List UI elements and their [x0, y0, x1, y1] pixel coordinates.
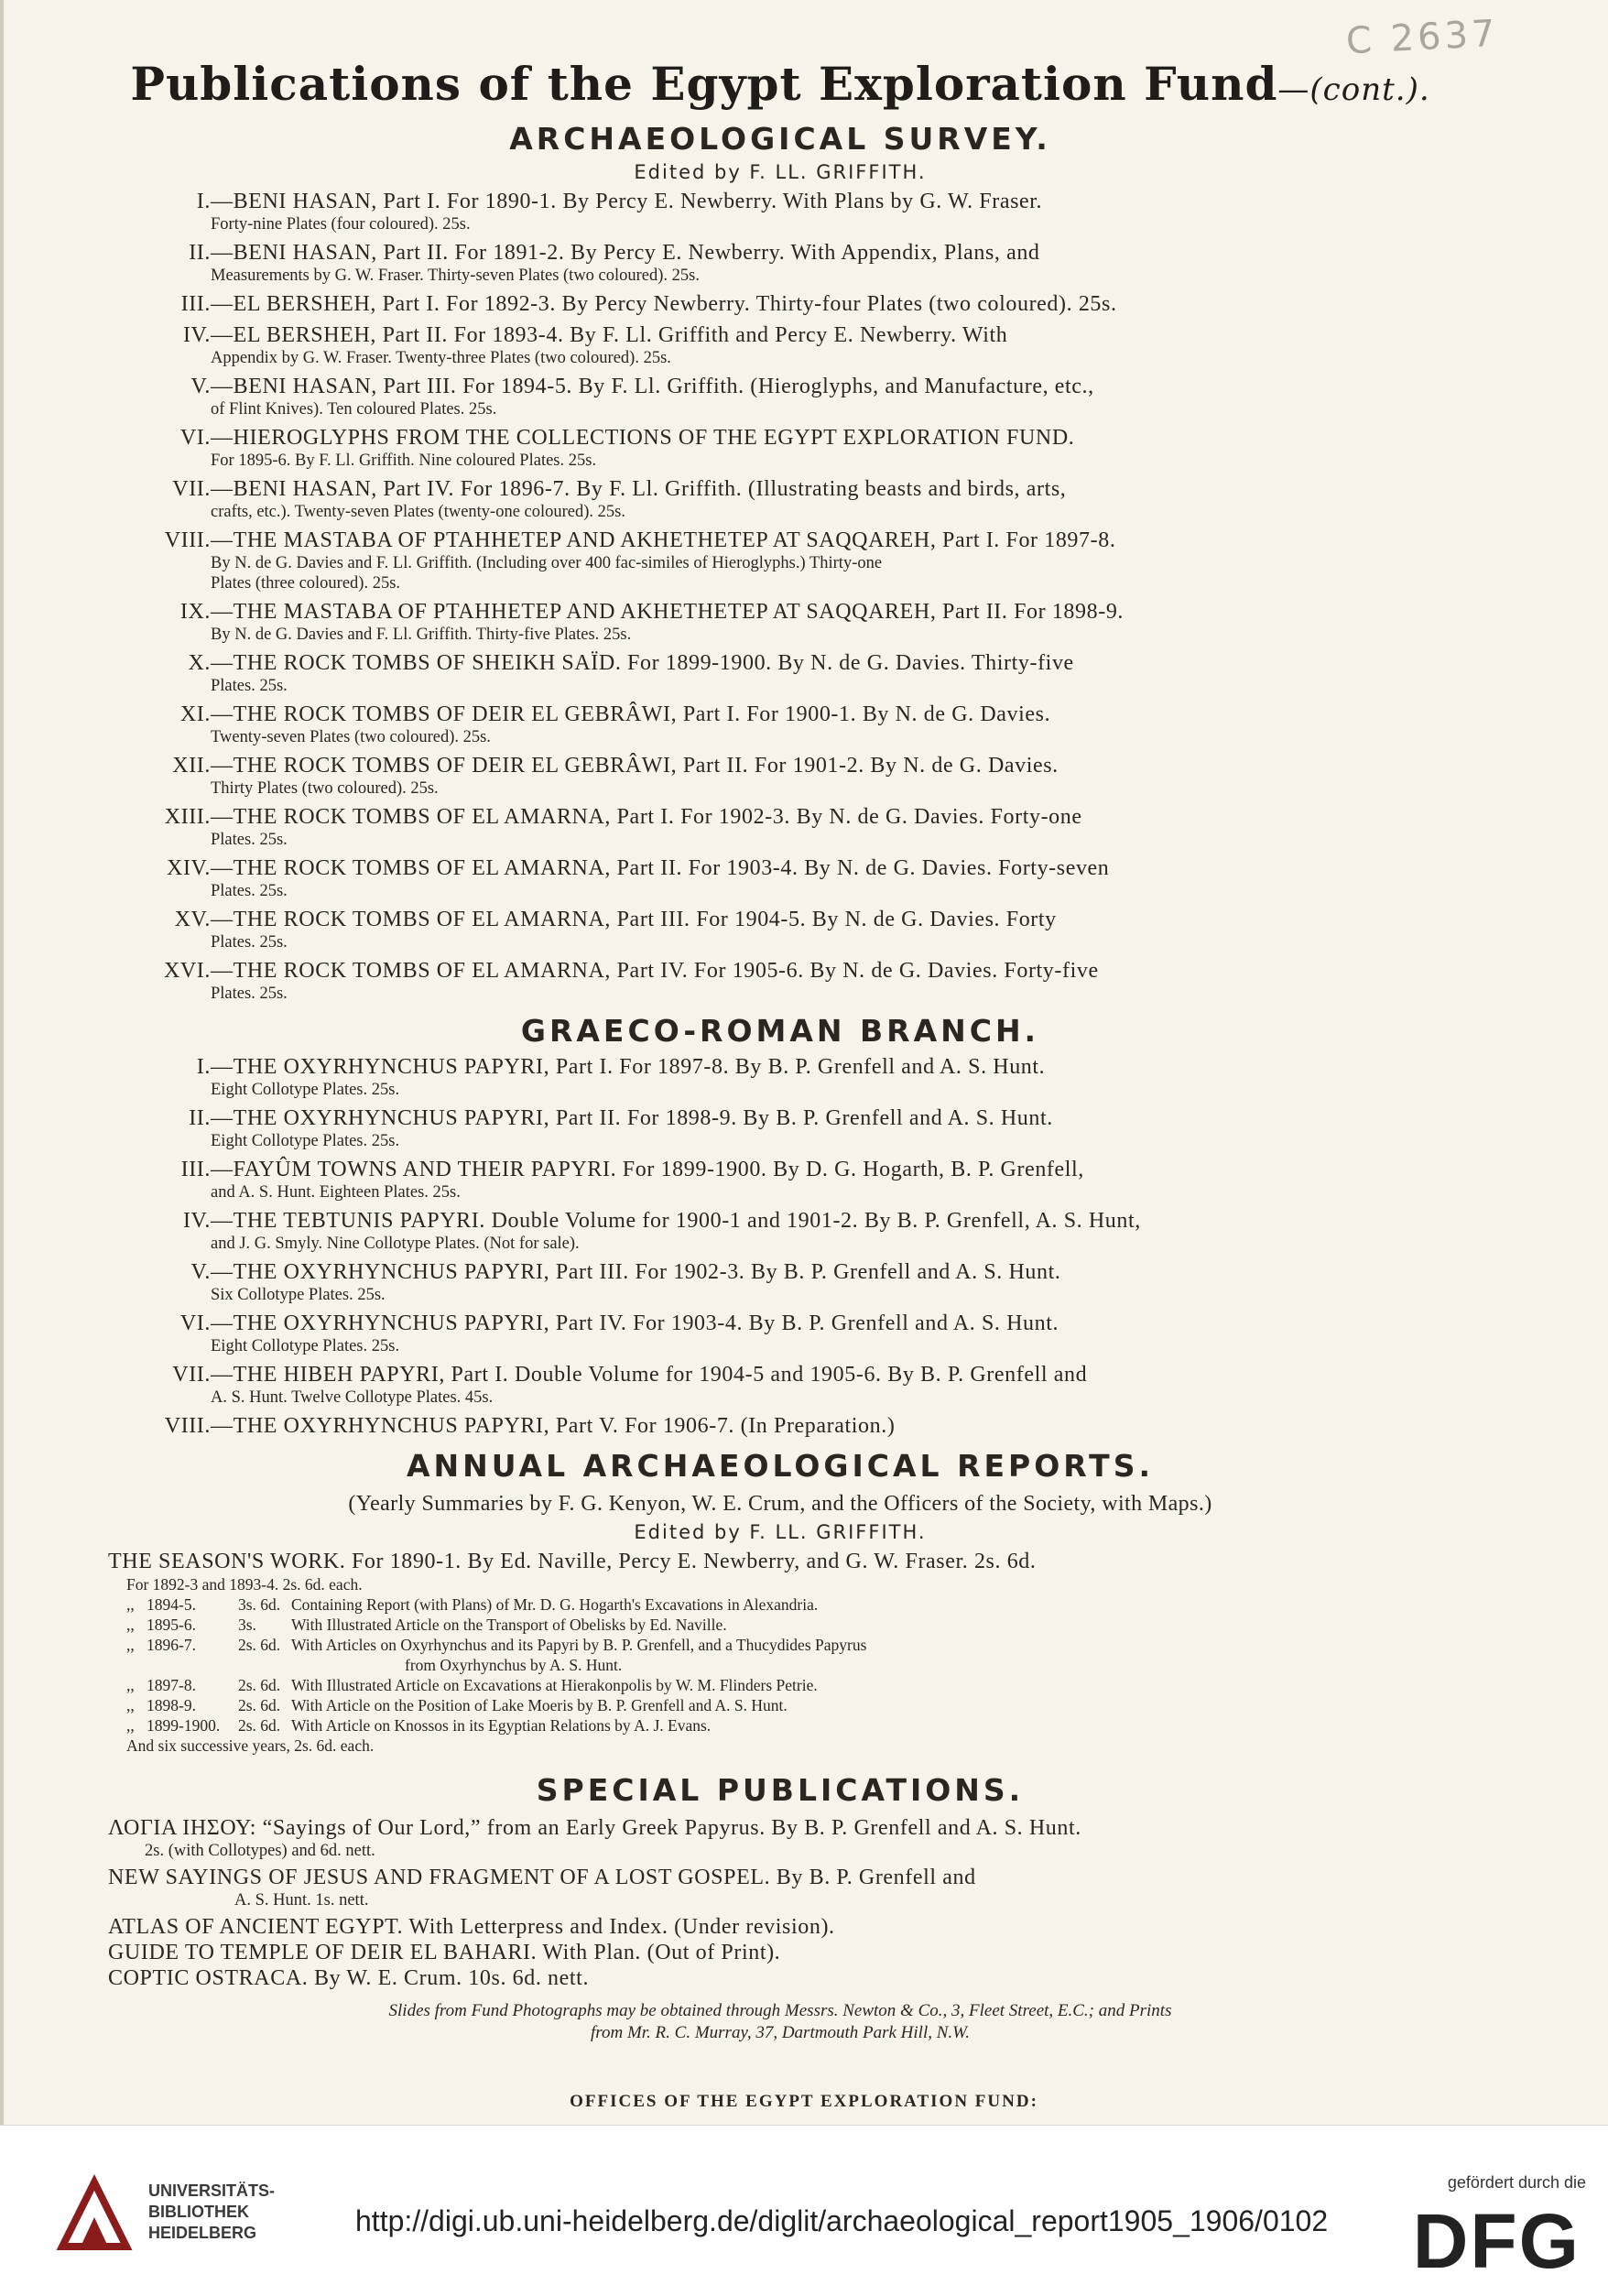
catalog-entry [108, 855, 1452, 901]
season-title: THE SEASON'S WORK. For 1890-1. By Ed. Naville, Percy E. Newberry, and G. W. Fraser. 2s. 6d. [108, 1549, 1037, 1573]
annual-last-line: And six successive years, 2s. 6d. each. [126, 1736, 375, 1755]
entry-title: —THE ROCK TOMBS OF EL AMARNA, Part I. For 1902-3. By N. de G. Davies. Forty-one [211, 804, 1082, 829]
entry-number: XVI. [163, 958, 211, 983]
section-heading-annual-reports: ANNUAL ARCHAEOLOGICAL REPORTS. [406, 1448, 1154, 1485]
catalog-entry [108, 425, 1452, 471]
entry-title: —EL BERSHEH, Part II. For 1893-4. By F. Ll. Griffith and Percy E. Newberry. With [211, 322, 1008, 347]
entry-number: VII. [172, 1363, 211, 1387]
report-price: 2s. 6d. [238, 1715, 281, 1735]
entry-title-line [108, 291, 1452, 317]
entry-detail: Plates (three coloured). 25s. [211, 573, 401, 593]
university-library-logo-icon [53, 2173, 136, 2256]
entry-title: —THE OXYRHYNCHUS PAPYRI, Part V. For 1906-7. (In Preparation.) [211, 1414, 896, 1439]
annual-note: (Yearly Summaries by F. G. Kenyon, W. E. Crum, and the Officers of the Society, with Maps.) [348, 1491, 1212, 1516]
entry-detail: Measurements by G. W. Fraser. Thirty-seven Plates (two coloured). 25s. [211, 266, 701, 285]
special-publication-title: ΛΟΓΙΑ ΙΗΣΟΥ: “Sayings of Our Lord,” from an Early Greek Papyrus. By B. P. Grenfell and A. S. Hunt. [108, 1816, 1081, 1841]
entry-number: XIV. [167, 855, 211, 880]
graeco-roman-list [108, 1054, 1452, 1439]
entry-title-line [108, 1311, 1452, 1336]
entry-title: —THE OXYRHYNCHUS PAPYRI, Part III. For 1902-3. By B. P. Grenfell and A. S. Hunt. [211, 1260, 1061, 1285]
entry-number: VII. [172, 476, 211, 501]
entry-title-line [108, 1054, 1452, 1080]
entry-title-line [108, 804, 1452, 830]
entry-detail: Plates. 25s. [211, 984, 288, 1003]
special-publication-detail: 2s. (with Collotypes) and 6d. nett. [145, 1842, 375, 1861]
catalog-entry [108, 702, 1452, 747]
entry-number: VI. [179, 1311, 211, 1336]
entry-title-line [108, 855, 1452, 881]
entry-detail: of Flint Knives). Ten coloured Plates. 25s. [211, 399, 497, 419]
entry-detail: By N. de G. Davies and F. Ll. Griffith. (Including over 400 fac-similes of Hieroglyphs.) Thirty-one [211, 553, 883, 572]
entry-number: III. [180, 1158, 211, 1182]
entry-number: IX. [179, 599, 211, 624]
catalog-entry [108, 240, 1452, 286]
report-year: 1896-7. [147, 1635, 196, 1654]
entry-title: —HIEROGLYPHS FROM THE COLLECTIONS OF THE EGYPT EXPLORATION FUND. [211, 425, 1075, 450]
section-heading-archaeological-survey: ARCHAEOLOGICAL SURVEY. [509, 121, 1051, 157]
report-price: 2s. 6d. [238, 1635, 281, 1654]
pencil-note: C 2637 [1344, 12, 1500, 63]
report-contents: With Illustrated Article on Excavations at Hierakonpolis by W. M. Flinders Petrie. [291, 1675, 818, 1694]
season-first-line: For 1892-3 and 1893-4. 2s. 6d. each. [126, 1574, 363, 1594]
funded-by-label: gefördert durch die [1447, 2173, 1586, 2192]
entry-number: V. [190, 1260, 211, 1285]
entry-title-line [108, 1413, 1452, 1439]
ditto-mark: ,, [126, 1675, 135, 1694]
catalog-entry [108, 1362, 1452, 1408]
edited-by: Edited by F. LL. GRIFFITH. [634, 160, 927, 183]
entry-detail: For 1895-6. By F. Ll. Griffith. Nine coloured Plates. 25s. [211, 451, 597, 470]
entry-title-line [108, 599, 1452, 625]
library-name-line-2: BIBLIOTHEK [148, 2203, 249, 2221]
annual-report-row [108, 1635, 1452, 1655]
catalog-entry [108, 907, 1452, 952]
entry-title: —THE ROCK TOMBS OF DEIR EL GEBRÂWI, Part II. For 1901-2. By N. de G. Davies. [211, 753, 1059, 778]
section-heading-special-publications: SPECIAL PUBLICATIONS. [536, 1771, 1025, 1808]
entry-detail: Eight Collotype Plates. 25s. [211, 1081, 400, 1100]
library-name [148, 2181, 275, 2244]
entry-detail: Plates. 25s. [211, 881, 288, 900]
catalog-entry [108, 753, 1452, 799]
viewer-footer [0, 2125, 1608, 2296]
catalog-entry [108, 1054, 1452, 1100]
entry-title: —THE MASTABA OF PTAHHETEP AND AKHETHETEP AT SAQQAREH, Part II. For 1898-9. [211, 599, 1125, 624]
entry-title: —BENI HASAN, Part III. For 1894-5. By F. Ll. Griffith. (Hieroglyphs, and Manufacture, etc., [211, 374, 1094, 398]
catalog-entry [108, 804, 1452, 850]
report-price: 2s. 6d. [238, 1675, 281, 1694]
report-year: 1894-5. [147, 1594, 196, 1614]
entry-title-line [108, 240, 1452, 266]
entry-number: V. [190, 374, 211, 398]
entry-title: —THE OXYRHYNCHUS PAPYRI, Part IV. For 1903-4. By B. P. Grenfell and A. S. Hunt. [211, 1311, 1059, 1336]
report-price: 3s. 6d. [238, 1594, 281, 1614]
entry-title-line [108, 374, 1452, 399]
annual-report-row [108, 1675, 1452, 1695]
report-price: 3s. [238, 1615, 256, 1634]
entry-number: VIII. [164, 528, 211, 552]
report-contents: With Article on Knossos in its Egyptian Relations by A. J. Evans. [291, 1715, 712, 1735]
entry-detail: A. S. Hunt. Twelve Collotype Plates. 45s. [211, 1388, 494, 1408]
entry-title-line [108, 322, 1452, 348]
entry-title: —THE ROCK TOMBS OF SHEIKH SAÏD. For 1899-1900. By N. de G. Davies. Thirty-five [211, 650, 1074, 675]
entry-detail: crafts, etc.). Twenty-seven Plates (twenty-one coloured). 25s. [211, 502, 626, 521]
entry-detail: Forty-nine Plates (four coloured). 25s. [211, 214, 471, 234]
annual-report-row [108, 1615, 1452, 1635]
entry-title-line [108, 1362, 1452, 1387]
catalog-entry [108, 322, 1452, 368]
report-year: 1899-1900. [147, 1715, 221, 1735]
entry-detail: Eight Collotype Plates. 25s. [211, 1337, 400, 1356]
entry-title: —EL BERSHEH, Part I. For 1892-3. By Percy Newberry. Thirty-four Plates (two coloured). 25s. [211, 291, 1117, 316]
library-name-line-3: HEIDELBERG [148, 2224, 257, 2242]
entry-title-line [108, 958, 1452, 984]
entry-title: —THE ROCK TOMBS OF EL AMARNA, Part III. For 1904-5. By N. de G. Davies. Forty [211, 907, 1057, 931]
entry-detail: Twenty-seven Plates (two coloured). 25s. [211, 727, 491, 746]
entry-number: VI. [179, 425, 211, 450]
entry-number: II. [189, 240, 211, 265]
catalog-entry [108, 1259, 1452, 1305]
entry-title: —THE OXYRHYNCHUS PAPYRI, Part I. For 1897-8. By B. P. Grenfell and A. S. Hunt. [211, 1055, 1046, 1080]
entry-title: —FAYÛM TOWNS AND THEIR PAPYRI. For 1899-1900. By D. G. Hogarth, B. P. Grenfell, [211, 1158, 1084, 1182]
entry-title-line [108, 650, 1452, 676]
entry-number: IV. [182, 322, 211, 347]
report-contents: Containing Report (with Plans) of Mr. D. G. Hogarth's Excavations in Alexandria. [291, 1594, 819, 1614]
catalog-entry [108, 1413, 1452, 1439]
entry-title: —THE ROCK TOMBS OF EL AMARNA, Part IV. For 1905-6. By N. de G. Davies. Forty-five [211, 958, 1099, 983]
section-heading-graeco-roman: GRAECO-ROMAN BRANCH. [520, 1012, 1040, 1049]
slides-note [108, 2000, 1452, 2044]
special-publication-detail: A. S. Hunt. 1s. nett. [234, 1891, 369, 1910]
annual-report-row [108, 1594, 1452, 1615]
entry-title-line [108, 189, 1452, 214]
report-year: 1898-9. [147, 1695, 196, 1714]
entry-title-line [108, 1105, 1452, 1131]
entry-number: XI. [179, 702, 211, 726]
entry-title: —THE MASTABA OF PTAHHETEP AND AKHETHETEP AT SAQQAREH, Part I. For 1897-8. [211, 528, 1116, 552]
entry-number: I. [196, 1055, 211, 1080]
entry-number: III. [180, 291, 211, 316]
special-publication-title: NEW SAYINGS OF JESUS AND FRAGMENT OF A LOST GOSPEL. By B. P. Grenfell and [108, 1866, 976, 1890]
entry-number: XII. [172, 753, 211, 778]
catalog-entry [108, 1105, 1452, 1151]
entry-title: —THE HIBEH PAPYRI, Part I. Double Volume for 1904-5 and 1905-6. By B. P. Grenfell and [211, 1363, 1088, 1387]
entry-title-line [108, 702, 1452, 727]
page-content [108, 57, 1452, 2044]
title-cont: —(cont.). [1277, 71, 1430, 108]
entry-title: —BENI HASAN, Part I. For 1890-1. By Percy E. Newberry. With Plans by G. W. Fraser. [211, 189, 1043, 213]
entry-number: I. [196, 189, 211, 213]
entry-title: —THE ROCK TOMBS OF EL AMARNA, Part II. For 1903-4. By N. de G. Davies. Forty-seven [211, 855, 1110, 880]
entry-detail: and J. G. Smyly. Nine Collotype Plates. (Not for sale). [211, 1235, 580, 1254]
entry-detail: Plates. 25s. [211, 830, 288, 849]
catalog-entry [108, 189, 1452, 234]
entry-detail: Plates. 25s. [211, 676, 288, 695]
report-year: 1897-8. [147, 1675, 196, 1694]
entry-title: —BENI HASAN, Part IV. For 1896-7. By F. Ll. Griffith. (Illustrating beasts and birds, arts, [211, 476, 1067, 501]
entry-title-line [108, 476, 1452, 502]
ditto-mark: ,, [126, 1635, 135, 1654]
entry-title-line [108, 528, 1452, 553]
slides-line-1: Slides from Fund Photographs may be obtained through Messrs. Newton & Co., 3, Fleet Street, E.C.; and Prints [388, 2001, 1172, 2021]
entry-title-line [108, 907, 1452, 932]
offices-heading: OFFICES OF THE EGYPT EXPLORATION FUND: [570, 2092, 1038, 2111]
catalog-entry [108, 958, 1452, 1004]
slides-line-2: from Mr. R. C. Murray, 37, Dartmouth Park Hill, N.W. [591, 2023, 970, 2043]
archaeological-survey-list [108, 189, 1452, 1004]
entry-number: IV. [182, 1209, 211, 1234]
entry-detail: Eight Collotype Plates. 25s. [211, 1132, 400, 1151]
special-publication-title: ATLAS OF ANCIENT EGYPT. With Letterpress and Index. (Under revision). [108, 1915, 835, 1940]
report-contents: With Articles on Oxyrhynchus and its Papyri by B. P. Grenfell, and a Thucydides Papyrus [291, 1635, 867, 1654]
report-contents: With Illustrated Article on the Transport of Obelisks by Ed. Naville. [291, 1615, 727, 1634]
entry-title-line [108, 1208, 1452, 1234]
catalog-entry [108, 1311, 1452, 1356]
annual-report-row [108, 1715, 1452, 1736]
special-publication-title: GUIDE TO TEMPLE OF DEIR EL BAHARI. With Plan. (Out of Print). [108, 1941, 781, 1965]
annual-edited-by: Edited by F. LL. GRIFFITH. [634, 1520, 927, 1543]
catalog-entry [108, 1157, 1452, 1202]
entry-detail: By N. de G. Davies and F. Ll. Griffith. Thirty-five Plates. 25s. [211, 625, 632, 644]
title-main: Publications of the Egypt Exploration Fund [130, 57, 1278, 111]
catalog-entry [108, 291, 1452, 317]
ditto-mark: ,, [126, 1715, 135, 1735]
entry-detail: Six Collotype Plates. 25s. [211, 1286, 386, 1305]
report-contents: With Article on the Position of Lake Moeris by B. P. Grenfell and A. S. Hunt. [291, 1695, 788, 1714]
entry-title-line [108, 1259, 1452, 1285]
ditto-mark: ,, [126, 1615, 135, 1634]
catalog-entry [108, 599, 1452, 645]
report-price: 2s. 6d. [238, 1695, 281, 1714]
special-publication-title: COPTIC OSTRACA. By W. E. Crum. 10s. 6d. nett. [108, 1966, 590, 1991]
entry-number: XV. [174, 907, 211, 931]
catalog-entry [108, 374, 1452, 419]
entry-title: —THE OXYRHYNCHUS PAPYRI, Part II. For 1898-9. By B. P. Grenfell and A. S. Hunt. [211, 1106, 1053, 1131]
entry-title: —BENI HASAN, Part II. For 1891-2. By Percy E. Newberry. With Appendix, Plans, and [211, 240, 1040, 265]
report-year: 1895-6. [147, 1615, 196, 1634]
entry-detail: and A. S. Hunt. Eighteen Plates. 25s. [211, 1183, 461, 1202]
special-publications-list [108, 1815, 1452, 1991]
ditto-mark: ,, [126, 1594, 135, 1614]
entry-number: X. [188, 650, 211, 675]
report-contents-continued: from Oxyrhynchus by A. S. Hunt. [405, 1655, 623, 1674]
entry-number: II. [189, 1106, 211, 1131]
catalog-entry [108, 650, 1452, 696]
catalog-entry [108, 528, 1452, 593]
page-edge-left [0, 0, 4, 2125]
ditto-mark: ,, [126, 1695, 135, 1714]
entry-detail: Thirty Plates (two coloured). 25s. [211, 778, 439, 798]
entry-title-line [108, 753, 1452, 778]
annual-report-row [108, 1695, 1452, 1715]
page-title [108, 57, 1452, 112]
entry-number: XIII. [164, 804, 211, 829]
catalog-entry [108, 1208, 1452, 1254]
entry-title: —THE ROCK TOMBS OF DEIR EL GEBRÂWI, Part I. For 1900-1. By N. de G. Davies. [211, 702, 1051, 726]
dfg-logo: DFG [1412, 2198, 1581, 2284]
entry-detail: Appendix by G. W. Fraser. Twenty-three Plates (two coloured). 25s. [211, 348, 671, 367]
library-name-line-1: UNIVERSITÄTS- [148, 2182, 276, 2200]
catalog-entry [108, 476, 1452, 522]
entry-detail: Plates. 25s. [211, 932, 288, 952]
entry-number: VIII. [164, 1414, 211, 1439]
entry-title: —THE TEBTUNIS PAPYRI. Double Volume for 1900-1 and 1901-2. By B. P. Grenfell, A. S. Hunt, [211, 1209, 1141, 1234]
permalink-url[interactable]: http://digi.ub.uni-heidelberg.de/diglit/archaeological_report1905_1906/0102 [355, 2204, 1329, 2237]
annual-reports-list [108, 1594, 1452, 1736]
entry-title-line [108, 1157, 1452, 1182]
entry-title-line [108, 425, 1452, 451]
